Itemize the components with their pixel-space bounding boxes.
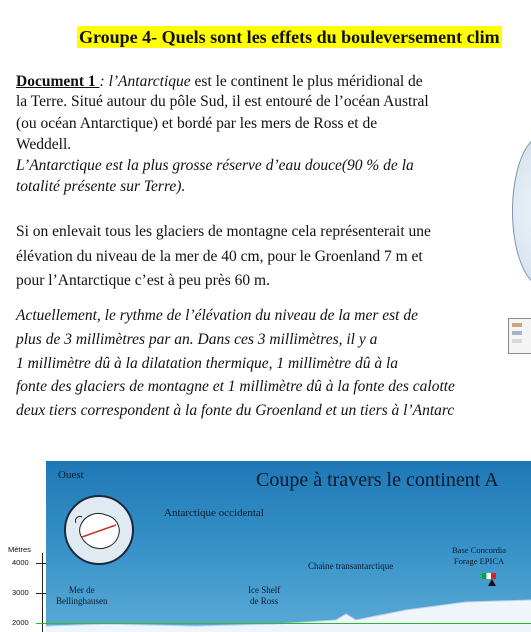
diagram-title: Coupe à travers le continent A xyxy=(256,469,499,491)
tick-mark xyxy=(36,593,46,594)
para3-line5: deux tiers correspondent à la fonte du Groenland et un tiers à l’Antarc xyxy=(16,402,455,419)
para3-line3: 1 millimètre dû à la dilatation thermique, 1 millimètre dû à la xyxy=(16,355,399,372)
doc1-colon: : xyxy=(99,73,109,90)
para2-line3: pour l’Antarctique c’est à peu près 60 m. xyxy=(16,272,270,289)
para2-line1: Si on enlevait tous les glaciers de montagne cela représenterait une xyxy=(16,223,431,240)
para3-line2: plus de 3 millimètres par an. Dans ces 3 millimètres, il y a xyxy=(16,331,378,348)
tick-4000: 4000 xyxy=(12,558,29,567)
page-title: Groupe 4- Quels sont les effets du bouleversement clim xyxy=(79,27,500,47)
para3-line4: fonte des glaciers de montagne et 1 millimètre dû à la fonte des calotte xyxy=(16,378,455,395)
reference-line xyxy=(36,623,531,624)
mer-line2: Bellinghausen xyxy=(56,596,108,606)
mer-line1: Mer de xyxy=(68,585,95,595)
tick-mark xyxy=(36,563,46,564)
axis-label-meters: Mètres xyxy=(8,545,31,554)
doc1-line3: (ou océan Antarctique) et bordé par les mers de Ross et de xyxy=(16,115,378,132)
west-antarctica-label: Antarctique occidental xyxy=(164,507,264,519)
transantarctic-chain-label: Chaine transantarctique xyxy=(308,561,394,571)
ice-sheet-profile xyxy=(46,596,531,632)
doc1-line1 xyxy=(16,72,423,92)
antarctica-map-icon xyxy=(64,495,134,565)
doc1-italic2: totalité présente sur Terre). xyxy=(16,178,186,195)
concordia-line2: Forage EPICA xyxy=(453,556,505,566)
diagram-west-label: Ouest xyxy=(58,469,84,481)
doc1-line4: Weddell. xyxy=(16,136,72,153)
para3-line1: Actuellement, le rythme de l’élévation du niveau de la mer est de xyxy=(16,307,418,324)
antarctique-term: l’Antarctique xyxy=(108,73,191,90)
tick-2000: 2000 xyxy=(12,618,29,627)
concordia-base-label xyxy=(452,545,506,567)
concordia-line1: Base Concordia xyxy=(452,545,507,555)
tick-3000: 3000 xyxy=(12,588,29,597)
legend-fragment xyxy=(508,318,531,354)
ice-line2: de Ross xyxy=(249,596,279,606)
para2-line2: élévation du niveau de la mer de 40 cm, pour le Groenland 7 m et xyxy=(16,248,423,265)
globe-image xyxy=(512,135,531,287)
doc1-line2: la Terre. Situé autour du pôle Sud, il est entouré de l’océan Austral xyxy=(16,93,429,110)
cross-section-diagram xyxy=(46,461,531,632)
doc1-italic1: L’Antarctique est la plus grosse réserve d’eau douce(90 % de la xyxy=(16,157,414,174)
base-marker-icon xyxy=(488,579,496,586)
doc1-line1-rest: est le continent le plus méridional de xyxy=(190,73,423,90)
document-label: Document 1 xyxy=(16,73,100,90)
antarctica-shape xyxy=(66,497,132,563)
ice-line1: Ice Shelf xyxy=(248,585,281,595)
